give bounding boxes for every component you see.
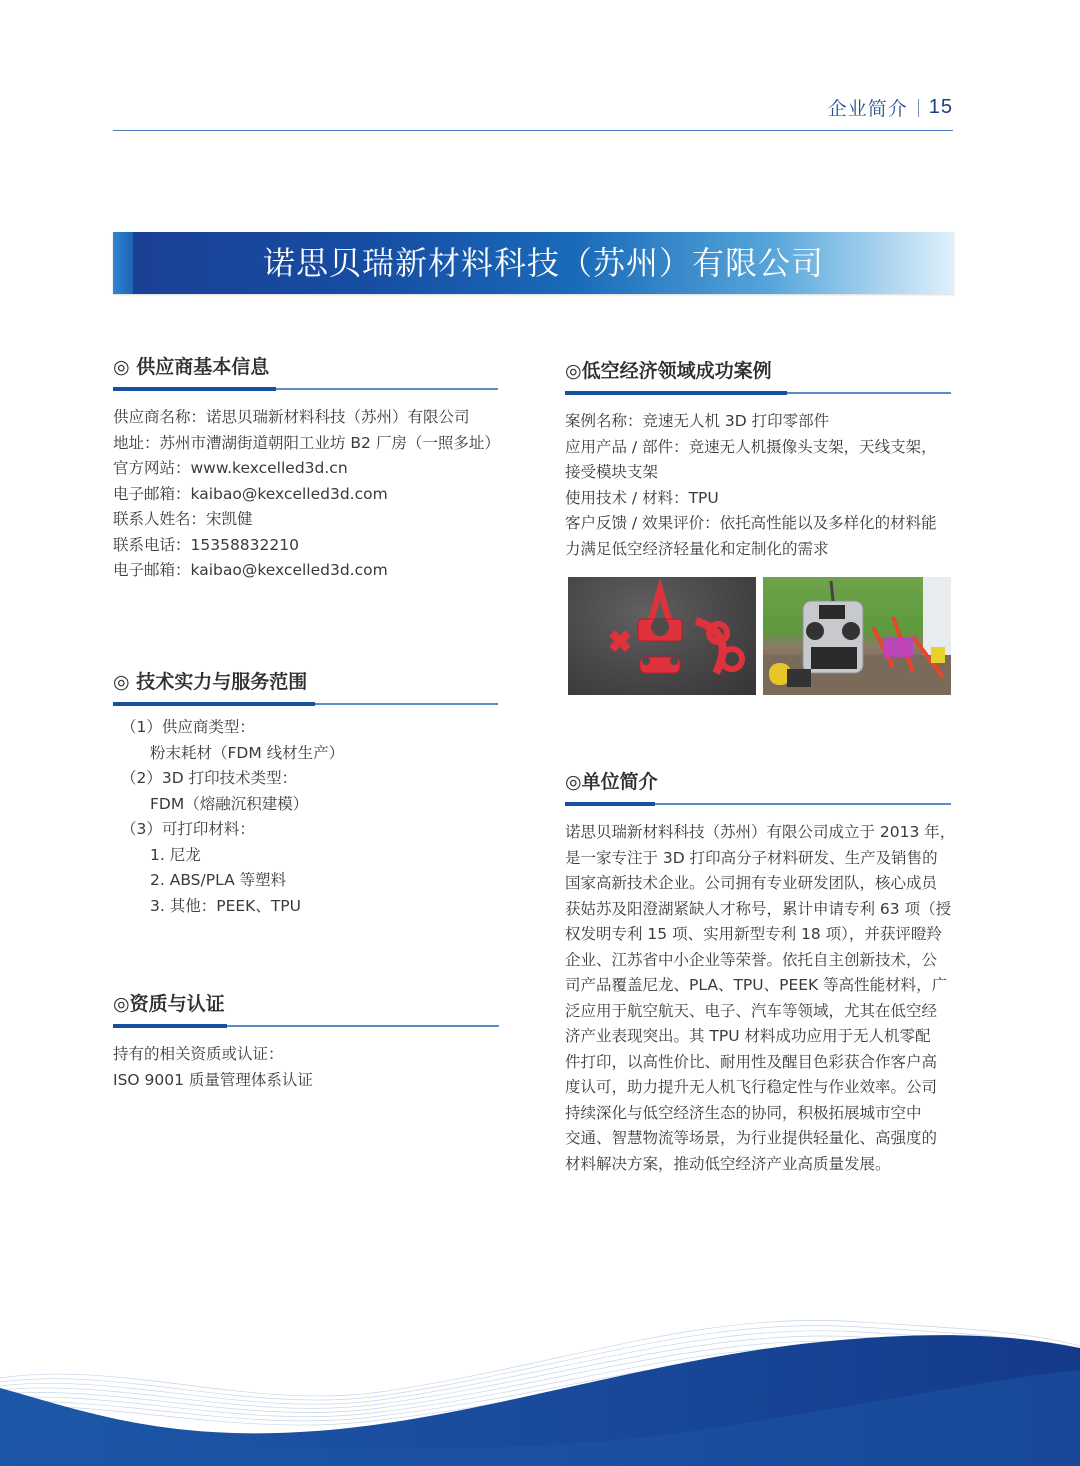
cert-item: ISO 9001 质量管理体系认证 bbox=[113, 1070, 313, 1089]
supplier-name: 供应商名称：诺思贝瑞新材料科技（苏州）有限公司 bbox=[113, 408, 470, 426]
success-case-details bbox=[565, 409, 951, 562]
contact-name: 联系人姓名：宋凯健 bbox=[113, 510, 253, 528]
supplier-address: 地址：苏州市漕湖街道朝阳工业坊 B2 厂房（一照多址） bbox=[113, 433, 500, 452]
red-parts-illustration bbox=[568, 577, 756, 695]
company-title-banner bbox=[113, 232, 954, 294]
intro-line: 司产品覆盖尼龙、PLA、TPU、PEEK 等高性能材料，广 bbox=[565, 976, 948, 994]
section-success-case bbox=[565, 356, 951, 562]
supplier-email: 电子邮箱：kaibao@kexcelled3d.com bbox=[113, 484, 388, 503]
intro-line: 泛应用于航空航天、电子、汽车等领域，尤其在低空经 bbox=[565, 1001, 938, 1020]
case-product: 应用产品 / 部件：竞速无人机摄像头支架，天线支架， bbox=[565, 437, 937, 456]
section-rule bbox=[565, 392, 951, 394]
section-rule bbox=[113, 703, 498, 705]
section-heading: ◎单位简介 bbox=[565, 771, 658, 793]
drone-controller-illustration bbox=[763, 577, 951, 695]
section-heading: ◎ 供应商基本信息 bbox=[113, 356, 270, 378]
material-item: 3. 其他：PEEK、TPU bbox=[150, 896, 301, 915]
case-feedback-cont: 力满足低空经济轻量化和定制化的需求 bbox=[565, 539, 829, 558]
supplier-type-value: 粉末耗材（FDM 线材生产） bbox=[150, 743, 345, 762]
intro-line: 持续深化与低空经济生态的协同，积极拓展城市空中 bbox=[565, 1103, 922, 1122]
company-title: 诺思贝瑞新材料科技（苏州）有限公司 bbox=[262, 244, 824, 282]
certification-list bbox=[113, 1042, 499, 1093]
intro-line: 获姑苏及阳澄湖紧缺人才称号，累计申请专利 63 项（授 bbox=[565, 899, 952, 918]
tpu-parts-photo bbox=[568, 577, 756, 695]
intro-line: 国家高新技术企业。公司拥有专业研发团队，核心成员 bbox=[565, 874, 938, 892]
section-heading: ◎低空经济领域成功案例 bbox=[565, 360, 772, 382]
company-intro-paragraph bbox=[565, 820, 956, 1177]
section-supplier-info bbox=[113, 352, 498, 584]
section-rule bbox=[113, 1025, 499, 1027]
material-item: 1. 尼龙 bbox=[150, 845, 201, 864]
material-item: 2. ABS/PLA 等塑料 bbox=[150, 871, 287, 889]
case-feedback: 客户反馈 / 效果评价：依托高性能以及多样化的材料能 bbox=[565, 514, 937, 532]
racing-drone-photo bbox=[763, 577, 951, 695]
intro-line: 交通、智慧物流等场景，为行业提供轻量化、高强度的 bbox=[565, 1129, 938, 1147]
section-heading: ◎资质与认证 bbox=[113, 993, 225, 1015]
tech-scope-list bbox=[113, 715, 498, 919]
contact-phone: 联系电话：15358832210 bbox=[113, 535, 299, 554]
page-header bbox=[113, 92, 953, 131]
header-label-group bbox=[828, 94, 953, 121]
intro-line: 度认可，助力提升无人机飞行稳定性与作业效率。公司 bbox=[565, 1078, 938, 1096]
case-material: 使用技术 / 材料：TPU bbox=[565, 488, 719, 507]
supplier-type-label: （1）供应商类型： bbox=[121, 718, 255, 736]
intro-line: 诺思贝瑞新材料科技（苏州）有限公司成立于 2013 年， bbox=[565, 823, 956, 841]
intro-line: 材料解决方案，推动低空经济产业高质量发展。 bbox=[565, 1154, 891, 1173]
intro-line: 件打印，以高性价比、耐用性及醒目色彩获合作客户高 bbox=[565, 1052, 938, 1071]
case-product-cont: 接受模块支架 bbox=[565, 463, 659, 481]
section-label: 企业简介 bbox=[827, 98, 908, 120]
page-number: 15 bbox=[928, 96, 953, 118]
header-divider bbox=[918, 99, 919, 117]
materials-label: （3）可打印材料： bbox=[121, 820, 255, 838]
section-tech-scope bbox=[113, 667, 498, 919]
intro-line: 济产业表现突出。其 TPU 材料成功应用于无人机零配 bbox=[565, 1027, 931, 1045]
case-name: 案例名称：竞速无人机 3D 打印零部件 bbox=[565, 412, 830, 430]
intro-line: 企业、江苏省中小企业等荣誉。依托自主创新技术，公 bbox=[565, 950, 938, 969]
section-company-intro bbox=[565, 767, 956, 1177]
supplier-info-list bbox=[113, 405, 498, 584]
section-rule bbox=[113, 388, 498, 390]
section-rule bbox=[565, 803, 951, 805]
intro-line: 权发明专利 15 项、实用新型专利 18 项），并获评瞪羚 bbox=[565, 925, 942, 943]
print-tech-label: （2）3D 打印技术类型： bbox=[121, 769, 298, 787]
footer-wave-decoration bbox=[0, 1280, 1080, 1466]
intro-line: 是一家专注于 3D 打印高分子材料研发、生产及销售的 bbox=[565, 848, 938, 867]
cert-label: 持有的相关资质或认证： bbox=[113, 1045, 284, 1063]
supplier-website: 官方网站：www.kexcelled3d.cn bbox=[113, 459, 348, 477]
supplier-email-2: 电子邮箱：kaibao@kexcelled3d.com bbox=[113, 561, 388, 579]
section-heading: ◎ 技术实力与服务范围 bbox=[113, 671, 308, 693]
section-certification bbox=[113, 989, 499, 1093]
print-tech-value: FDM（熔融沉积建模） bbox=[150, 794, 309, 813]
